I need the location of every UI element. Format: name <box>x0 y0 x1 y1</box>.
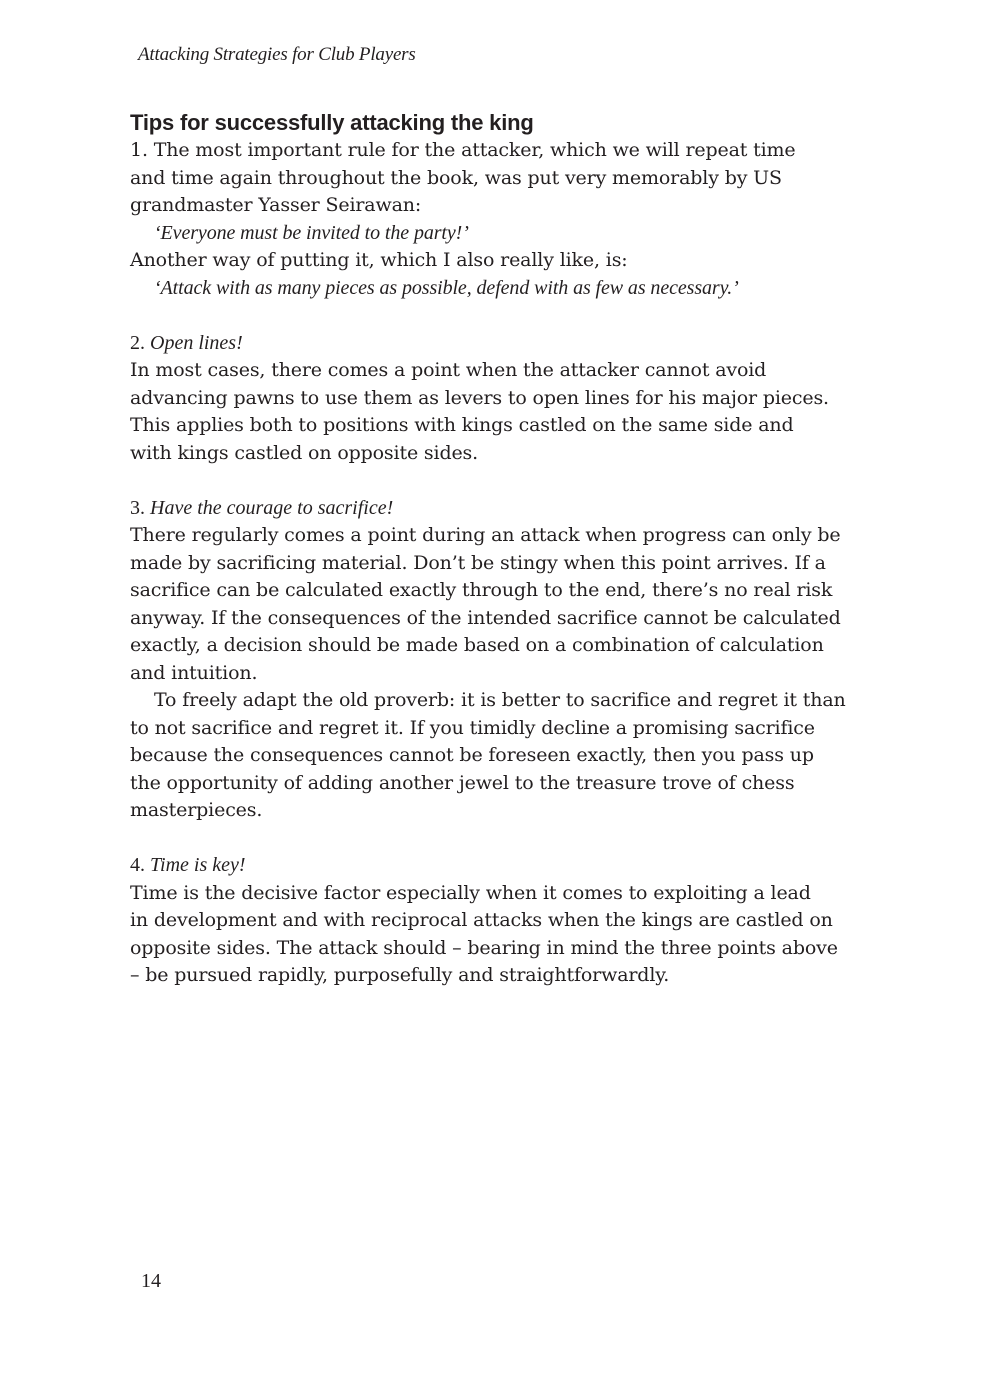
body-line: and intuition. <box>130 661 258 684</box>
body-line: This applies both to positions with kings castled on the same side and <box>130 414 794 436</box>
tip-number: 3. <box>130 496 145 519</box>
tip-title <box>130 330 870 358</box>
body-line: opposite sides. The attack should – bearing in mind the three points above <box>130 936 838 959</box>
body-line: To freely adapt the old proverb: it is better to sacrifice and regret it than <box>154 689 846 711</box>
body-line: made by sacrificing material. Don’t be stingy when this point arrives. If a <box>130 551 826 574</box>
page-body <box>130 108 870 990</box>
body-line: Another way of putting it, which I also really like, is: <box>130 249 628 271</box>
running-head: Attacking Strategies for Club Players <box>138 44 416 65</box>
tip-title <box>130 495 870 523</box>
quote-attack-with-many-pieces: ‘Attack with as many pieces as possible, defend with as few as necessary.’ <box>154 276 739 299</box>
body-line: in development and with reciprocal attacks when the kings are castled on <box>130 909 833 931</box>
body-line: grandmaster Yasser Seirawan: <box>130 194 422 216</box>
body-line: anyway. If the consequences of the intended sacrifice cannot be calculated <box>130 606 841 629</box>
tip-4 <box>130 852 870 990</box>
body-line: 1. The most important rule for the attacker, which we will repeat time <box>130 139 796 161</box>
body-line: masterpieces. <box>130 799 263 821</box>
page-number: 14 <box>141 1270 161 1292</box>
body-line: to not sacrifice and regret it. If you timidly decline a promising sacrifice <box>130 716 815 739</box>
body-line: sacrifice can be calculated exactly through to the end, there’s no real risk <box>130 579 833 601</box>
body-line: because the consequences cannot be foreseen exactly, then you pass up <box>130 744 814 766</box>
body-line: advancing pawns to use them as levers to open lines for his major pieces. <box>130 386 829 409</box>
tip-title <box>130 852 870 880</box>
tip-2 <box>130 330 870 468</box>
body-line: – be pursued rapidly, purposefully and straightforwardly. <box>130 964 670 986</box>
tip-3 <box>130 495 870 825</box>
body-line: There regularly comes a point during an attack when progress can only be <box>130 524 841 546</box>
tip-number: 4. <box>130 854 145 876</box>
body-line: In most cases, there comes a point when the attacker cannot avoid <box>130 359 767 381</box>
body-line: with kings castled on opposite sides. <box>130 441 479 464</box>
quote-invited-to-party: ‘Everyone must be invited to the party!’ <box>154 221 469 244</box>
tip-1 <box>130 137 870 302</box>
body-line: Time is the decisive factor especially when it comes to exploiting a lead <box>130 881 811 904</box>
section-heading: Tips for successfully attacking the king <box>130 110 534 135</box>
tip-title-text: Time is key! <box>150 854 246 876</box>
body-line: the opportunity of adding another jewel to the treasure trove of chess <box>130 771 795 794</box>
body-line: exactly, a decision should be made based on a combination of calculation <box>130 634 824 656</box>
tip-title-text: Have the courage to sacrifice! <box>150 496 394 519</box>
body-line: and time again throughout the book, was put very memorably by US <box>130 166 782 189</box>
tip-number: 2. <box>130 331 145 354</box>
tip-title-text: Open lines! <box>150 331 243 354</box>
